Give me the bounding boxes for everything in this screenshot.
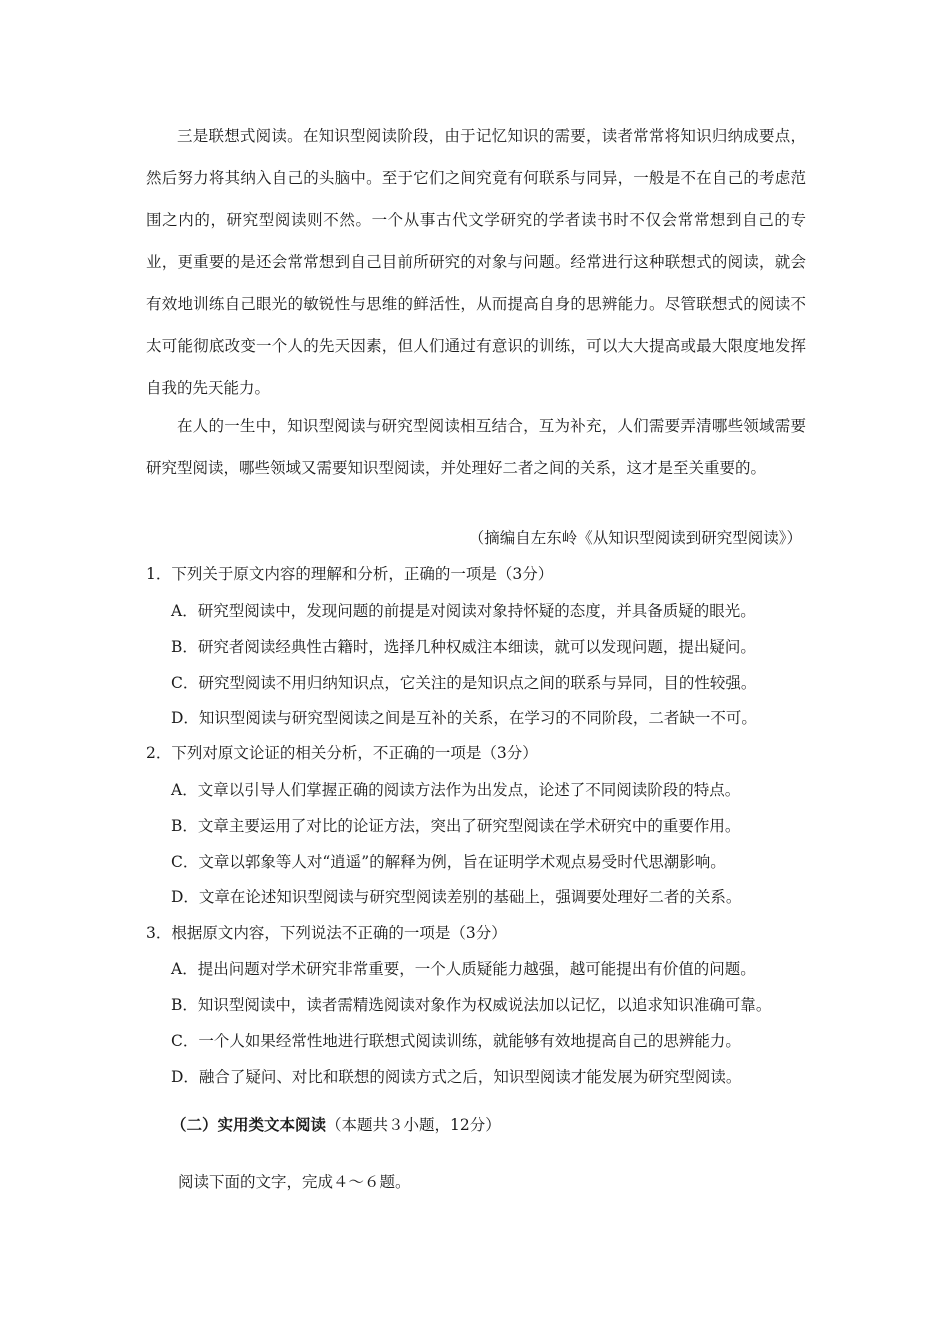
question-3-option-b: B．知识型阅读中，读者需精选阅读对象作为权威说法加以记忆，以追求知识准确可靠。 — [171, 996, 772, 1014]
section-instruction: 阅读下面的文字，完成４～６题。 — [178, 1173, 411, 1191]
passage-paragraph-1: 三是联想式阅读。在知识型阅读阶段，由于记忆知识的需要，读者常常将知识归纳成要点，然后努力将其纳入自己的头脑中。至于它们之间究竟有何联系与同异，一般是不在自己的考虑范围之内的，研究型阅读则不然。一个从事古代文学研究的学者读书时不仅会常常想到自己的专业，更重要的是还会常常想到自己目前所研究的对象与问题。经常进行这种联想式的阅读，就会有效地训练自己眼光的敏锐性与思维的鲜活性，从而提高自身的思辨能力。尽管联想式的阅读不太可能彻底改变一个人的先天因素，但人们通过有意识的训练，可以大大提高或最大限度地发挥自我的先天能力。 — [146, 127, 806, 397]
passage-source: （摘编自左东岭《从知识型阅读到研究型阅读》） — [468, 529, 802, 547]
question-1-option-a: A．研究型阅读中，发现问题的前提是对阅读对象持怀疑的态度，并具备质疑的眼光。 — [171, 602, 756, 620]
question-2-option-c: C．文章以郭象等人对“逍遥”的解释为例，旨在证明学术观点易受时代思潮影响。 — [171, 853, 726, 871]
question-3-option-a: A．提出问题对学术研究非常重要，一个人质疑能力越强，越可能提出有价值的问题。 — [171, 960, 756, 978]
question-1-option-d: D．知识型阅读与研究型阅读之间是互补的关系，在学习的不同阶段，二者缺一不可。 — [171, 709, 757, 727]
question-1-option-c: C．研究型阅读不用归纳知识点，它关注的是知识点之间的联系与异同，目的性较强。 — [171, 674, 757, 692]
question-2-stem: 2．下列对原文论证的相关分析，不正确的一项是（3分） — [146, 744, 538, 762]
question-1-stem: 1．下列关于原文内容的理解和分析，正确的一项是（3分） — [146, 565, 554, 583]
question-2-option-b: B．文章主要运用了对比的论证方法，突出了研究型阅读在学术研究中的重要作用。 — [171, 817, 741, 835]
question-1-option-b: B．研究者阅读经典性古籍时，选择几种权威注本细读，就可以发现问题，提出疑问。 — [171, 638, 756, 656]
question-2-option-d: D．文章在论述知识型阅读与研究型阅读差别的基础上，强调要处理好二者的关系。 — [171, 888, 742, 906]
question-3-option-d: D．融合了疑问、对比和联想的阅读方式之后，知识型阅读才能发展为研究型阅读。 — [171, 1068, 742, 1086]
passage-paragraph-2: 在人的一生中，知识型阅读与研究型阅读相互结合，互为补充，人们需要弄清哪些领域需要研究型阅读，哪些领域又需要知识型阅读，并处理好二者之间的关系，这才是至关重要的。 — [146, 417, 806, 477]
question-2-option-a: A．文章以引导人们掌握正确的阅读方法作为出发点，论述了不同阅读阶段的特点。 — [171, 781, 741, 799]
section-heading — [171, 1114, 501, 1136]
question-3-stem: 3．根据原文内容，下列说法不正确的一项是（3分） — [146, 924, 507, 942]
section-title: （二）实用类文本阅读 — [171, 1115, 327, 1134]
question-3-option-c: C．一个人如果经常性地进行联想式阅读训练，就能够有效地提高自己的思辨能力。 — [171, 1032, 741, 1050]
section-note: （本题共３小题，12分） — [326, 1116, 501, 1134]
